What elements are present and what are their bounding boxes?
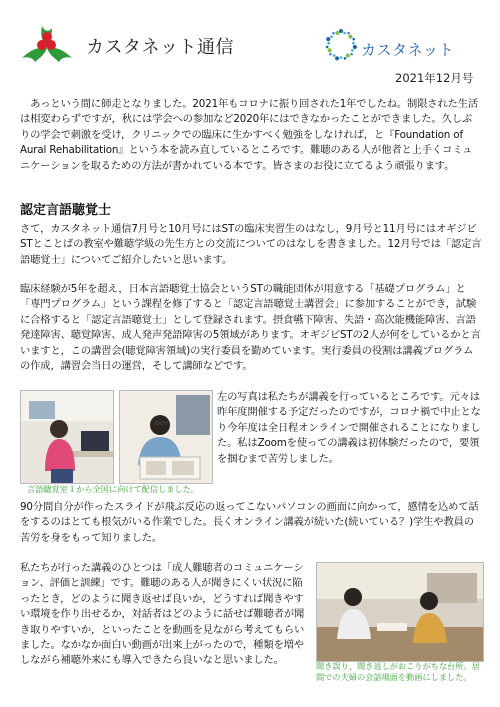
lecture-photo-right xyxy=(119,390,213,484)
logo-dot xyxy=(348,35,352,39)
logo-dot xyxy=(347,32,350,35)
intro-paragraph: あっという間に師走となりました。2021年もコロナに振り回された1年でしたね。制限された生活は相変わらずですが，秋には学会への参加など2020年にはできなかったことができました。久しぶりの学会で刺激を受け，クリニックでの臨床に生かすべく勉強をしなければ，と『Foundation of Aural Rehabilitation』という本を読み直しているところです。難聴のある人が他者と上手くコミュニケーションを取るための方法が書かれている本です。皆さまのお役に立てるよう頑張ります。 xyxy=(20,98,479,172)
lecture-photo-image xyxy=(120,391,212,483)
logo-dot xyxy=(335,56,339,60)
holly-logo xyxy=(20,18,74,64)
holly-icon xyxy=(20,18,74,64)
castanet-logo-text: カスタネット xyxy=(361,41,455,59)
video-scene-photo xyxy=(316,562,484,662)
section-dot-divider xyxy=(128,205,486,213)
photo-caption-video: 聞き誤り、聞き返しがおこりがちな台所。居間での夫婦の会話場面を動画にしました。 xyxy=(316,661,480,682)
logo-dot xyxy=(343,32,346,35)
dot-ring-icon xyxy=(322,26,360,64)
logo-dot xyxy=(335,31,339,35)
logo-dot xyxy=(339,29,343,33)
logo-dot xyxy=(344,57,347,60)
paragraph-online-difficulty: 90分間自分が作ったスライドが飛ぶ反応の返ってこないパソコンの画面に向かって，感情を込めて話をするのはとても根気がいる作業でした。長くオンライン講義が続いた(続いている？)学生や教員の苦労を身をもって知りました。 xyxy=(20,501,479,544)
logo-dot xyxy=(327,42,330,45)
logo-dot xyxy=(353,45,357,49)
photo-caption-lecture: 言語聴覚室１から全国に向けて配信しました。 xyxy=(27,484,199,494)
logo-dot xyxy=(326,46,329,49)
section-title: 認定言語聴覚士 xyxy=(20,203,112,218)
logo-dot xyxy=(351,49,354,52)
logo-dot xyxy=(326,37,330,41)
bottom-dot-divider xyxy=(20,688,482,696)
logo-dot xyxy=(328,48,332,52)
issue-date: 2021年12月号 xyxy=(395,71,474,85)
paragraph-zoom-lecture: 左の写真は私たちが講義を行っているところです。元々は昨年度開催する予定だったのですが，コロナ禍で中止となり今年度は全日程オンラインで開催されることになりました。私はZoomを使っての講義は初体験だったので，要領を掴むまで苦労しました。 xyxy=(217,391,481,465)
logo-dot xyxy=(352,38,355,41)
logo-dot xyxy=(329,53,332,56)
logo-dot xyxy=(330,36,333,39)
dot-divider-icon xyxy=(20,695,482,696)
logo-dot xyxy=(340,56,343,59)
kitchen-scene-image xyxy=(317,563,483,661)
paragraph-certification: 臨床経験が5年を超え，日本言語聴覚士協会というSTの職能団体が用意する「基礎プログラム」と「専門プログラム」という課程を修了すると「認定言語聴覚士講習会」に参加することができ，試験に合格すると「認定言語聴覚士」として登録されます。摂食嚥下障害、失語・高次能機能障害、言語発達障害、聴覚障害、成人発声発語障害の5領域があります。オギジビSTの2人が何をしているかと言いますと，この講習会(聴覚障害領域)の実行委員を勤めています。実行委員の役割は講義プログラムの作成，講習会当日の運営，そして講師などです。 xyxy=(20,283,481,373)
lecture-photo-image xyxy=(21,391,113,483)
paragraph-lecture-topic: 私たちが行った講義のひとつは「成人難聴者のコミュニケーション、評価と訓練」です。難聴のある人が聞きにくい状況に陥ったとき，どのように聞き返せば良いか，どうすれば聞きやすい環境を作り出せるか，対話者はどのように話せば難聴者が聞き取りやすいか，といったことを動画を見ながら考えてもらいました。なかなか面白い動画が出来上がったので，種類を増やしながら補聴外来にも導入できたら良いなと思いました。 xyxy=(20,562,305,667)
logo-dot xyxy=(332,32,335,35)
logo-dot xyxy=(352,42,355,45)
logo-dot xyxy=(350,53,353,56)
logo-dot xyxy=(333,54,336,57)
lecture-photo-left xyxy=(20,390,114,484)
logo-dot xyxy=(346,54,350,58)
castanet-logo-mark xyxy=(322,26,360,64)
paragraph-intro-topic: さて，カスタネット通信7月号と10月号にはSTの臨床実習生のはなし，9月号と11月号にはオギジビSTとことばの教室や難聴学級の先生方との交流についてのはなしを書きました。12月号では「認定言語聴覚士」についてご紹介したいと思います。 xyxy=(20,223,482,266)
newsletter-title: カスタネット通信 xyxy=(86,37,234,58)
dot-divider-icon xyxy=(128,212,486,213)
